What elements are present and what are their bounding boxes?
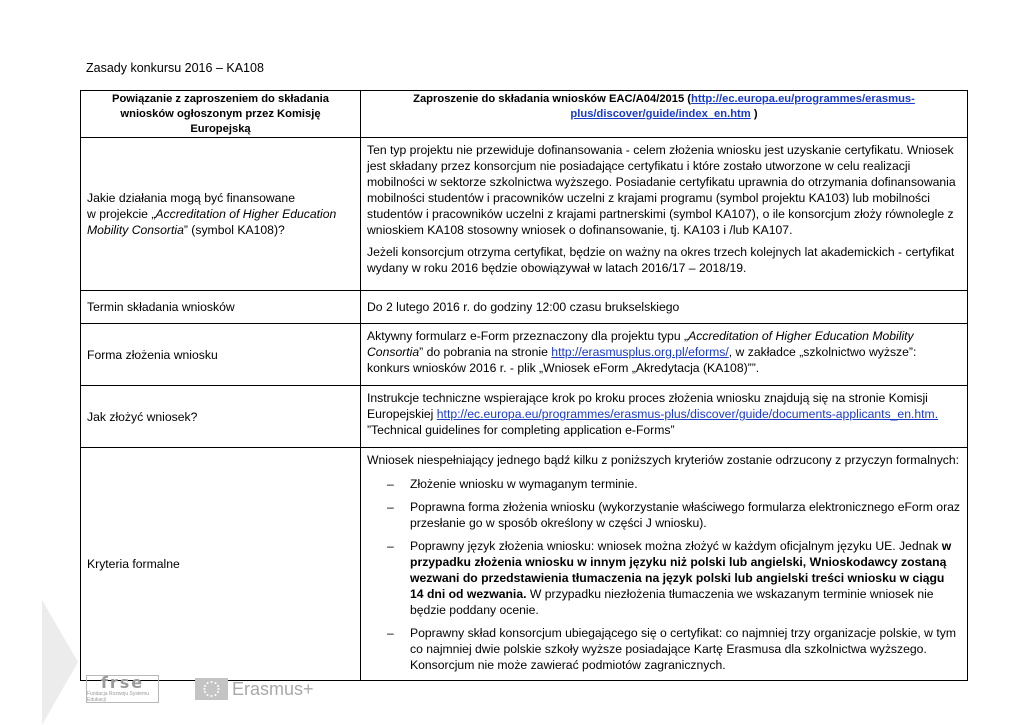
page-corner-decoration: [0, 600, 80, 725]
list-item: – Poprawny skład konsorcjum ubiegającego się o certyfikat: co najmniej trzy organizacje polskie, w tym co najmniej dwie polskie szkoły wyższe posiadające Kartę Erasmusa dla szkolnictwa wyższego. Konsorcjum nie może zawierać podmiotów zagranicznych.: [387, 626, 956, 672]
list-item: – Złożenie wniosku w wymaganym terminie.: [387, 477, 638, 491]
header-cell-right: Zaproszenie do składania wniosków EAC/A04/2015 (http://ec.europa.eu/programmes/erasmus-plus/discover/guide/index_en.htm ): [361, 91, 968, 138]
row-label-deadline: Termin składania wniosków: [81, 291, 361, 324]
guide-link[interactable]: http://ec.europa.eu/programmes/erasmus-plus/discover/guide/index_en.htm: [570, 93, 915, 120]
row-value-activities: [361, 138, 968, 291]
row-value-how-to-submit: Instrukcje techniczne wspierające krok po kroku proces złożenia wniosku znajdują się na stronie Komisji Europejskiej http://ec.europa.eu/programmes/erasmus-plus/discover/guide/documents-applicants_en.htm. ”Technical guidelines for completing application e-Forms”: [361, 386, 968, 448]
rules-table: [80, 90, 968, 681]
footer-logos: [86, 674, 314, 704]
row-label-activities: Jakie działania mogą być finansowane w projekcie „Accreditation of Higher Education Mobility Consortia” (symbol KA108)?: [81, 138, 361, 291]
eforms-link[interactable]: http://erasmusplus.org.pl/eforms/: [551, 345, 729, 359]
criteria-intro: Wniosek niespełniający jednego bądź kilku z poniższych kryteriów zostanie odrzucony z przyczyn formalnych:: [367, 453, 960, 467]
table-row: [81, 324, 968, 386]
row-label-formal-criteria: Kryteria formalne: [81, 448, 361, 681]
table-header-row: [81, 91, 968, 138]
guidelines-link[interactable]: http://ec.europa.eu/programmes/erasmus-plus/discover/guide/documents-applicants_en.htm.: [436, 407, 939, 421]
page-header: Zasady konkursu 2016 – KA108: [86, 61, 264, 75]
list-item: – Poprawny język złożenia wniosku: wniosek można złożyć w każdym oficjalnym języku UE. Jednak w przypadku złożenia wniosku w innym języku niż polski lub angielski, Wnioskodawcy zostaną wezwani do przedstawienia tłumaczenia na język polski lub angielski treści wniosku w ciągu 14 dni od wezwania. W przypadku niezłożenia tłumaczenia we wskazanym terminie wniosek nie będzie poddany ocenie.: [387, 539, 952, 617]
row-label-form: Forma złożenia wniosku: [81, 324, 361, 386]
activities-paragraph-2: Jeżeli konsorcjum otrzyma certyfikat, będzie on ważny na okres trzech kolejnych lat akademickich - certyfikat wydany w roku 2016 będzie obowiązywał w latach 2016/17 – 2018/19.: [367, 245, 955, 275]
activities-paragraph-1: Ten typ projektu nie przewiduje dofinansowania - celem złożenia wniosku jest uzyskanie certyfikatu. Wniosek jest składany przez konsorcjum nie posiadające certyfikatu i które zostało utworzone w celu realizacji mobilności w sektorze szkolnictwa wyższego. Posiadanie certyfikatu uprawnia do otrzymania dofinansowania mobilności studentów i pracowników uczelni z krajami programu (symbol projektu KA103) lub mobilności studentów i pracowników uczelni z krajami partnerskimi (symbol KA107), o ile konsorcjum złoży równolegle z wnioskiem KA108 stosowny wniosek o dofinansowanie, tj. KA103 i /lub KA107.: [367, 143, 956, 237]
eu-flag-icon: [195, 678, 228, 700]
row-value-formal-criteria: [361, 448, 968, 681]
header-cell-left: Powiązanie z zaproszeniem do składania wniosków ogłoszonym przez Komisję Europejską: [81, 91, 361, 138]
row-value-deadline: Do 2 lutego 2016 r. do godziny 12:00 czasu brukselskiego: [361, 291, 968, 324]
criteria-list: [367, 476, 961, 673]
frse-logo: frse Fundacja Rozwoju Systemu Edukacji: [86, 675, 159, 703]
erasmus-logo: Erasmus+: [232, 678, 314, 699]
table-row: [81, 448, 968, 681]
row-label-how-to-submit: Jak złożyć wniosek?: [81, 386, 361, 448]
row-value-form: Aktywny formularz e-Form przeznaczony dla projektu typu „Accreditation of Higher Education Mobility Consortia” do pobrania na stronie http://erasmusplus.org.pl/eforms/, w zakładce „szkolnictwo wyższe”: konkurs wniosków 2016 r. - plik „Wniosek eForm „Akredytacja (KA108)””.: [361, 324, 968, 386]
table-row: [81, 138, 968, 291]
table-row: [81, 291, 968, 324]
list-item: – Poprawna forma złożenia wniosku (wykorzystanie właściwego formularza elektronicznego eForm oraz przesłanie go w sposób określony w części J wniosku).: [387, 500, 961, 530]
table-row: [81, 386, 968, 448]
